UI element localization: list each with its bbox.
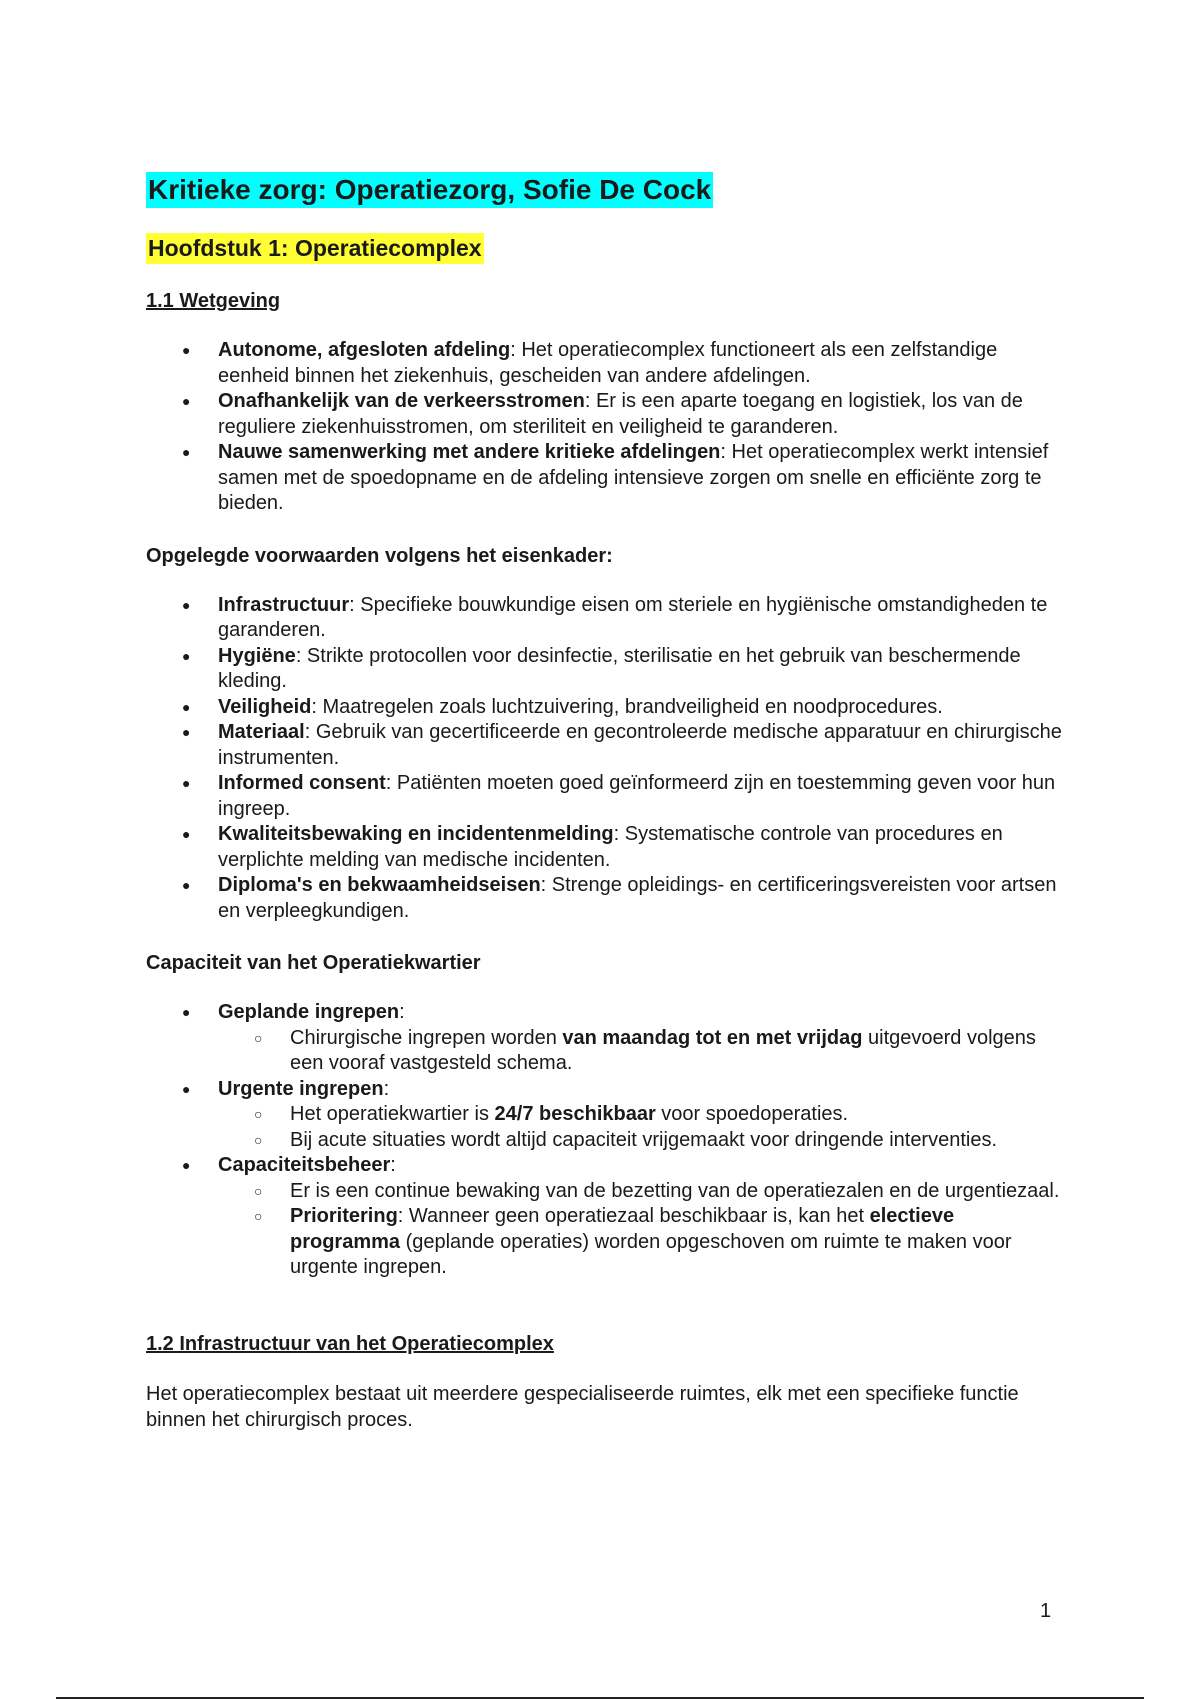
capacity-list	[146, 1000, 1066, 1281]
list-item: ● Urgente ingrepen: ○ Het operatiekwartier is 24/7 beschikbaar voor spoedoperaties. ○ Bij acute situaties wordt altijd capaciteit vrijgemaakt voor dringende interventies.	[146, 1077, 1066, 1154]
list-item: ● Geplande ingrepen: ○ Chirurgische ingrepen worden van maandag tot en met vrijdag uitgevoerd volgens een vooraf vastgesteld schema.	[146, 1000, 1066, 1077]
sub-list-item: ○ Chirurgische ingrepen worden van maandag tot en met vrijdag uitgevoerd volgens een vooraf vastgesteld schema.	[218, 1026, 1066, 1077]
list-item: ● Kwaliteitsbewaking en incidentenmelding: Systematische controle van procedures en verplichte melding van medische incidenten.	[146, 822, 1066, 873]
wetgeving-list	[146, 338, 1066, 517]
list-item: ● Informed consent: Patiënten moeten goed geïnformeerd zijn en toestemming geven voor hun ingreep.	[146, 771, 1066, 822]
list-item: ● Autonome, afgesloten afdeling: Het operatiecomplex functioneert als een zelfstandige eenheid binnen het ziekenhuis, gescheiden van andere afdelingen.	[146, 338, 1066, 389]
sub-list	[218, 1179, 1066, 1281]
list-item: ● Onafhankelijk van de verkeersstromen: Er is een aparte toegang en logistiek, los van de reguliere ziekenhuisstromen, om steriliteit en veiligheid te garanderen.	[146, 389, 1066, 440]
sub-list-item: ○ Er is een continue bewaking van de bezetting van de operatiezalen en de urgentiezaal.	[218, 1179, 1066, 1205]
section-heading-wetgeving: 1.1 Wetgeving	[146, 290, 281, 312]
list-item: ● Capaciteitsbeheer: ○ Er is een continue bewaking van de bezetting van de operatiezalen en de urgentiezaal. ○ Prioritering: Wanneer geen operatiezaal beschikbaar is, kan het electieve programma (geplande operaties) worden opgeschoven om ruimte te maken voor urgente ingrepen.	[146, 1153, 1066, 1281]
document-title: Kritieke zorg: Operatiezorg, Sofie De Cock	[146, 172, 713, 208]
list-item: ● Materiaal: Gebruik van gecertificeerde en gecontroleerde medische apparatuur en chirurgische instrumenten.	[146, 720, 1066, 771]
section-heading-infrastructuur: 1.2 Infrastructuur van het Operatiecomplex	[146, 1332, 554, 1355]
list-item: ● Veiligheid: Maatregelen zoals luchtzuivering, brandveiligheid en noodprocedures.	[146, 695, 1066, 721]
sub-list-item: ○ Het operatiekwartier is 24/7 beschikbaar voor spoedoperaties.	[218, 1102, 1066, 1128]
list-item: ● Diploma's en bekwaamheidseisen: Strenge opleidings- en certificeringsvereisten voor artsen en verpleegkundigen.	[146, 873, 1066, 924]
capacity-heading: Capaciteit van het Operatiekwartier	[146, 952, 481, 974]
infrastructure-paragraph: Het operatiecomplex bestaat uit meerdere gespecialiseerde ruimtes, elk met een specifieke functie binnen het chirurgisch proces.	[146, 1382, 1019, 1431]
sub-list-item: ○ Bij acute situaties wordt altijd capaciteit vrijgemaakt voor dringende interventies.	[218, 1128, 1066, 1154]
list-item: ● Hygiëne: Strikte protocollen voor desinfectie, sterilisatie en het gebruik van beschermende kleding.	[146, 644, 1066, 695]
list-item: ● Infrastructuur: Specifieke bouwkundige eisen om steriele en hygiënische omstandigheden te garanderen.	[146, 593, 1066, 644]
requirements-heading: Opgelegde voorwaarden volgens het eisenkader:	[146, 544, 613, 567]
sub-list	[218, 1026, 1066, 1077]
list-item: ● Nauwe samenwerking met andere kritieke afdelingen: Het operatiecomplex werkt intensief samen met de spoedopname en de afdeling intensieve zorgen om snelle en efficiënte zorg te bieden.	[146, 440, 1066, 517]
sub-list-item: ○ Prioritering: Wanneer geen operatiezaal beschikbaar is, kan het electieve programma (geplande operaties) worden opgeschoven om ruimte te maken voor urgente ingrepen.	[218, 1204, 1066, 1281]
requirements-list	[146, 593, 1066, 925]
page-number: 1	[1040, 1600, 1052, 1622]
document-content	[146, 172, 1066, 1433]
chapter-heading: Hoofdstuk 1: Operatiecomplex	[146, 233, 484, 264]
page-divider	[56, 1697, 1144, 1699]
sub-list	[218, 1102, 1066, 1153]
